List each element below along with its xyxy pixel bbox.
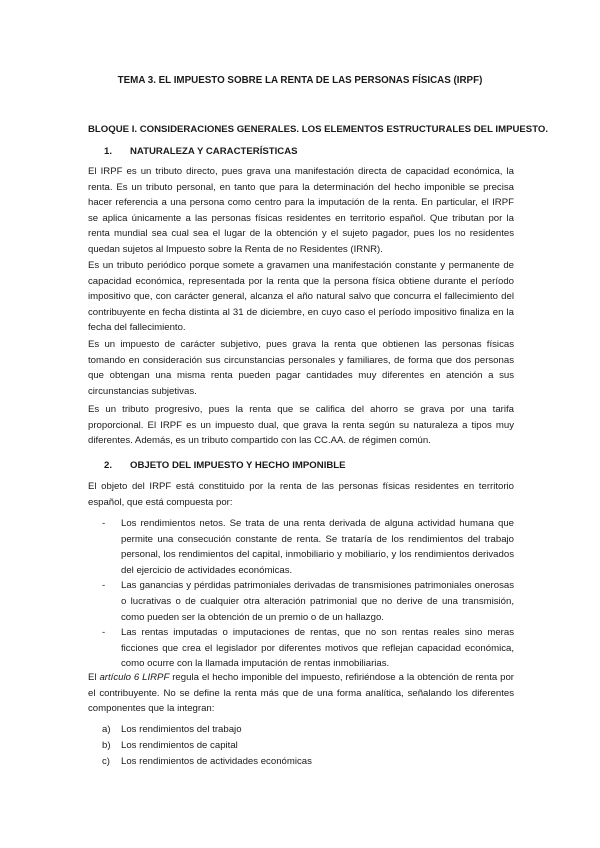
section-1-number: 1. [104,146,113,157]
block-heading: BLOQUE I. CONSIDERACIONES GENERALES. LOS ELEMENTOS ESTRUCTURALES DEL IMPUESTO. [88,124,549,135]
section-2-intro: El objeto del IRPF está constituido por la renta de las personas físicas residentes en territorio español, que está compuesta por: [88,481,514,508]
list-item: - Los rendimientos netos. Se trata de una renta derivada de alguna actividad humana que permite una consecución constante de renta. Se trataría de los rendimientos del trabajo personal, los rendimientos del capital, inmobiliario y mobiliario, y los rendimientos derivados del ejercicio de actividades económicas. [102,518,514,576]
section-1-heading [104,144,298,160]
document-title: TEMA 3. EL IMPUESTO SOBRE LA RENTA DE LAS PERSONAS FÍSICAS (IRPF) [117,75,483,86]
components-list [88,516,514,672]
section-1-paragraph-3: Es un impuesto de carácter subjetivo, pues grava la renta que obtienen las personas físicas tomando en consideración sus circunstancias personales y familiares, de forma que dos personas que obtengan una misma renta pueden pagar cantidades muy diferentes en atención a sus circunstancias subjetivas. [88,339,514,397]
list-marker: - [102,518,106,529]
list-marker: c) [102,756,110,767]
article-reference: artículo 6 LIRPF [99,672,170,683]
section-2-heading [104,458,346,474]
list-item: a) Los rendimientos del trabajo [88,722,514,738]
section-1-title: NATURALEZA Y CARACTERÍSTICAS [130,146,298,157]
section-2-article-paragraph: El artículo 6 LIRPF regula el hecho imponible del impuesto, refiriéndose a la obtención de renta por el contribuyente. No se define la renta más que de una forma analítica, señalando los diferentes componentes que la integran: [88,672,515,715]
list-item: - Las rentas imputadas o imputaciones de rentas, que no son rentas reales sino meras ficciones que crea el legislador por diferentes motivos que reflejan capacidad económica, como ocurre con la llamada imputación de rentas inmobiliarias. [102,627,514,670]
list-item: - Las ganancias y pérdidas patrimoniales derivadas de transmisiones patrimoniales onerosas o lucrativas o de cualquier otra alteración patrimonial que no derive de una transmisión, como pueden ser la obtención de un premio o de un hallazgo. [102,580,514,623]
section-2-number: 2. [104,460,113,471]
list-marker: - [102,627,106,639]
section-1-paragraph-4: Es un tributo progresivo, pues la renta que se califica del ahorro se grava por una tarifa proporcional. El IRPF es un impuesto dual, que grava la renta según su naturaleza a tipos muy diferentes. Además, es un tributo compartido con las CC.AA. de régimen común. [88,404,514,447]
list-item: b) Los rendimientos de capital [88,738,514,754]
section-2-title: OBJETO DEL IMPUESTO Y HECHO IMPONIBLE [130,460,346,471]
list-marker: a) [102,724,111,735]
list-marker: b) [102,740,111,751]
list-marker: - [102,580,106,592]
income-types-list [88,722,514,770]
list-item: c) Los rendimientos de actividades económicas [88,754,514,770]
section-1-paragraph-2: Es un tributo periódico porque somete a gravamen una manifestación constante y permanente de capacidad económica, representada por la renta que la persona física obtiene durante el período impositivo que, con carácter general, alcanza el año natural salvo que concurra el fallecimiento del contribuyente en fecha distinta al 31 de diciembre, en cuyo caso el período impositivo finaliza en la fecha del fallecimiento. [88,260,514,334]
section-1-paragraph-1: El IRPF es un tributo directo, pues grava una manifestación directa de capacidad económica, la renta. Es un tributo personal, en tanto que para la determinación del hecho imponible se precisa hacer referencia a una persona como centro para la imputación de la renta. En particular, el IRPF se aplica únicamente a las personas físicas residentes en territorio español. Que tributan por la renta mundial sea cual sea el lugar de la obtención y el sujeto pagador, pues los no residentes quedan sujetos al Impuesto sobre la Renta de no Residentes (IRNR). [88,166,514,255]
